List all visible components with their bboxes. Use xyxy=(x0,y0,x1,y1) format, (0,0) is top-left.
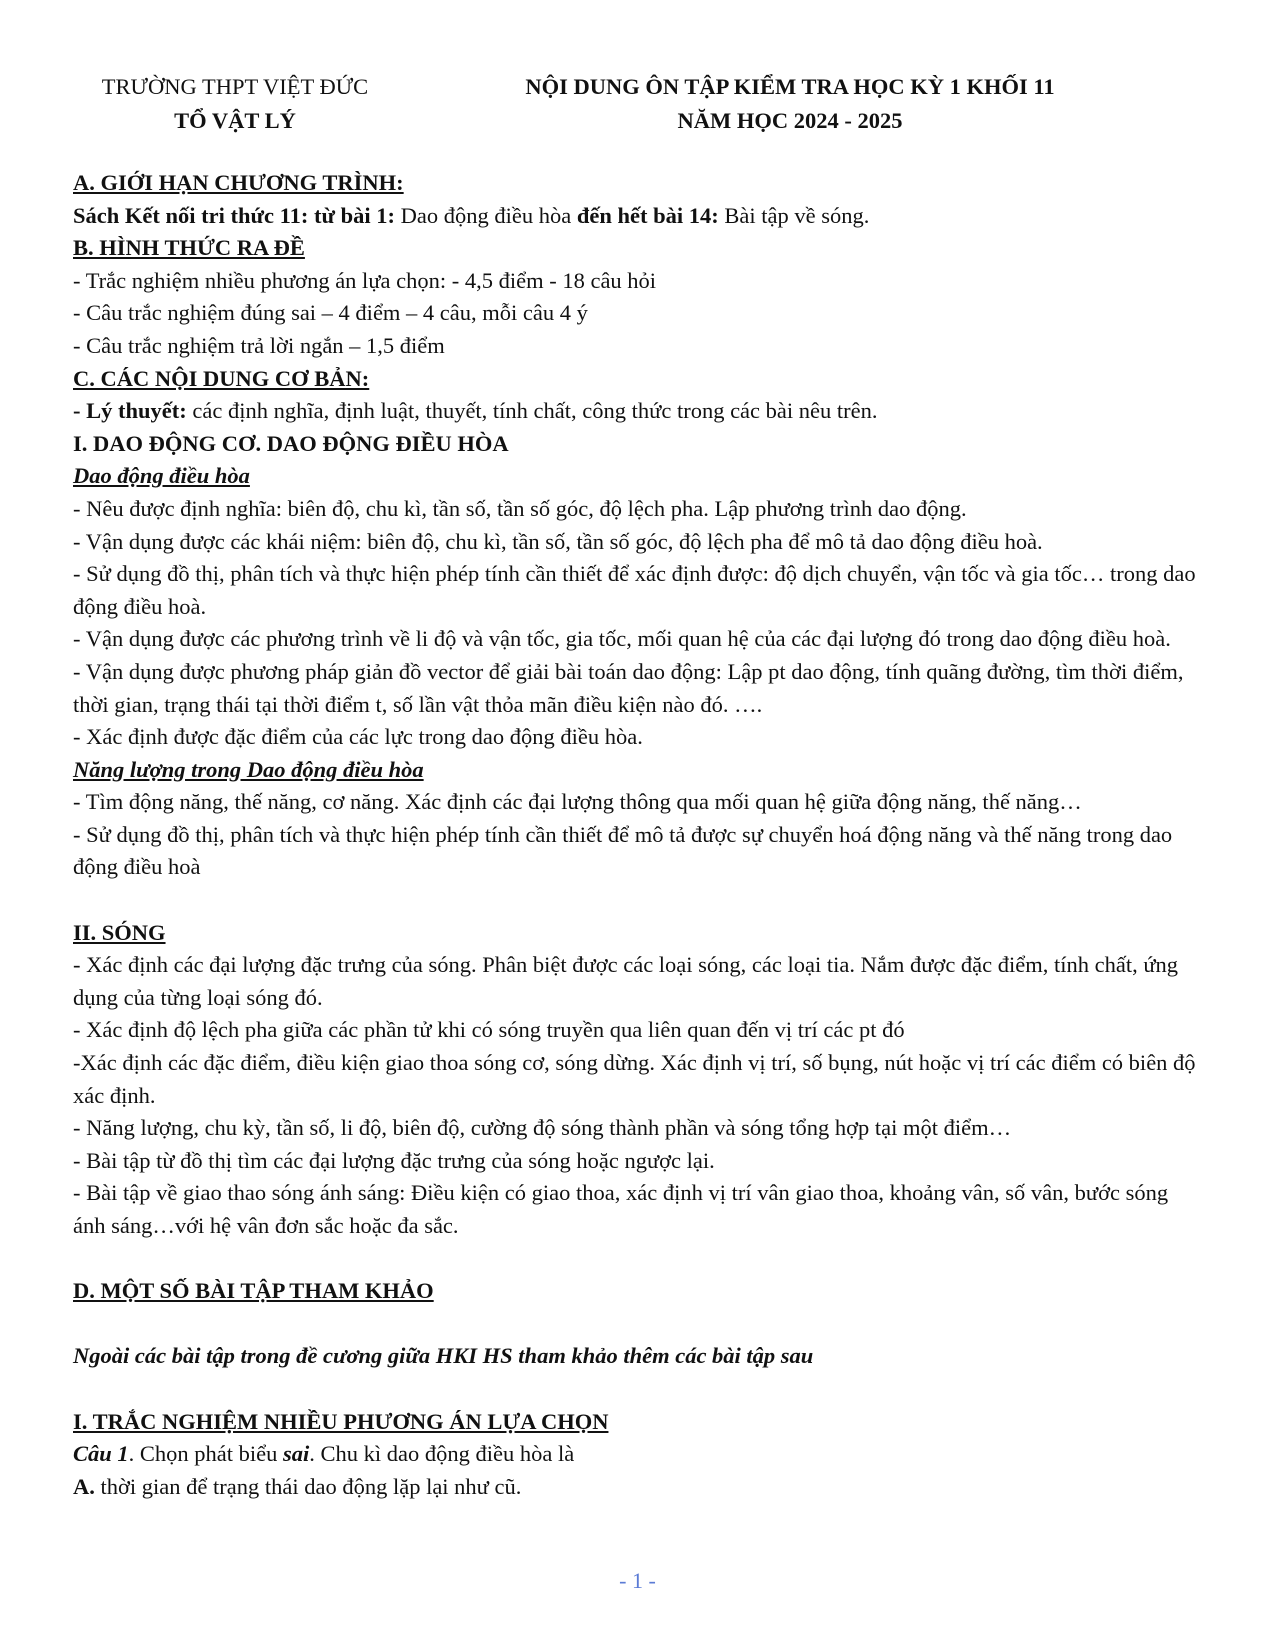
question-1-label: Câu 1 xyxy=(73,1441,129,1467)
spacer xyxy=(73,884,1203,917)
header-title-block xyxy=(470,70,1110,138)
scope-end-text: Bài tập về sóng. xyxy=(718,202,870,228)
section-a-heading: A. GIỚI HẠN CHƯƠNG TRÌNH: xyxy=(73,170,404,195)
school-name: TRƯỜNG THPT VIỆT ĐỨC xyxy=(101,74,369,99)
list-item: - Bài tập về giao thao sóng ánh sáng: Điều kiện có giao thoa, xác định vị trí vân giao thoa, khoảng vân, số vân, bước sóng ánh sáng…với hệ vân đơn sắc hoặc đa sắc. xyxy=(73,1180,1169,1238)
list-item: - Xác định các đại lượng đặc trưng của sóng. Phân biệt được các loại sóng, các loại tia. Nắm được đặc điểm, tính chất, ứng dụng của từng loại sóng đó. xyxy=(73,952,1179,1010)
document-title: NỘI DUNG ÔN TẬP KIỂM TRA HỌC KỲ 1 KHỐI 11 xyxy=(525,74,1055,99)
question-1-option-a xyxy=(73,1471,1203,1504)
list-item: - Câu trắc nghiệm trả lời ngắn – 1,5 điểm xyxy=(73,332,445,358)
department-name: TỔ VẬT LÝ xyxy=(174,108,296,133)
part-1-subheading-oscillation: Dao động điều hòa xyxy=(73,463,250,489)
part-1-heading: I. DAO ĐỘNG CƠ. DAO ĐỘNG ĐIỀU HÒA xyxy=(73,430,509,456)
section-d-heading: D. MỘT SỐ BÀI TẬP THAM KHẢO xyxy=(73,1278,434,1304)
page-number: - 1 - xyxy=(619,1568,656,1593)
list-item: - Xác định được đặc điểm của các lực trong dao động điều hòa. xyxy=(73,724,643,750)
question-1-text-b: . Chu kì dao động điều hòa là xyxy=(309,1441,575,1467)
list-item: - Xác định độ lệch pha giữa các phần tử khi có sóng truyền qua liên quan đến vị trí các pt đó xyxy=(73,1017,905,1043)
section-b-heading: B. HÌNH THỨC RA ĐỀ xyxy=(73,235,305,261)
part-1-subheading-energy: Năng lượng trong Dao động điều hòa xyxy=(73,756,424,782)
list-item: - Năng lượng, chu kỳ, tần số, li độ, biên độ, cường độ sóng thành phần và sóng tổng hợp tại một điểm… xyxy=(73,1115,1012,1141)
list-item: - Bài tập từ đồ thị tìm các đại lượng đặc trưng của sóng hoặc ngược lại. xyxy=(73,1147,715,1173)
list-item: - Sử dụng đồ thị, phân tích và thực hiện phép tính cần thiết để xác định được: độ dịch chuyển, vận tốc và gia tốc… trong dao động điều hoà. xyxy=(73,561,1196,619)
scope-start-text: Dao động điều hòa xyxy=(395,202,577,228)
section-d-note: Ngoài các bài tập trong đề cương giữa HKI HS tham khảo thêm các bài tập sau xyxy=(73,1343,814,1369)
school-year: NĂM HỌC 2024 - 2025 xyxy=(677,108,903,133)
list-item: - Trắc nghiệm nhiều phương án lựa chọn: - 4,5 điểm - 18 câu hỏi xyxy=(73,267,657,293)
question-1-text-a: . Chọn phát biểu xyxy=(128,1441,284,1467)
theory-text: các định nghĩa, định luật, thuyết, tính chất, công thức trong các bài nêu trên. xyxy=(186,398,878,424)
header-school-block xyxy=(70,70,400,138)
list-item: - Tìm động năng, thế năng, cơ năng. Xác định các đại lượng thông qua mối quan hệ giữa động năng, thế năng… xyxy=(73,789,1082,815)
spacer xyxy=(73,1373,1203,1406)
scope-start-label: Sách Kết nối tri thức 11: từ bài 1: xyxy=(73,202,395,228)
theory-label: - Lý thuyết: xyxy=(73,398,187,424)
list-item: -Xác định các đặc điểm, điều kiện giao thoa sóng cơ, sóng dừng. Xác định vị trí, số bụng, nút hoặc vị trí các điểm có biên độ xác định. xyxy=(73,1050,1196,1108)
section-c-heading: C. CÁC NỘI DUNG CƠ BẢN: xyxy=(73,365,370,391)
option-a-text: thời gian để trạng thái dao động lặp lại như cũ. xyxy=(94,1473,522,1499)
list-item: - Sử dụng đồ thị, phân tích và thực hiện phép tính cần thiết để mô tả được sự chuyển hoá động năng và thế năng trong dao động điều hoà xyxy=(73,821,1173,880)
theory-line xyxy=(73,395,1203,428)
option-a-label: A. xyxy=(73,1473,95,1499)
section-a-line xyxy=(73,200,1203,233)
list-item: - Vận dụng được các khái niệm: biên độ, chu kì, tần số, tần số góc, độ lệch pha để mô tả dao động điều hoà. xyxy=(73,528,1043,554)
document-content xyxy=(73,167,1203,1503)
multiple-choice-heading: I. TRẮC NGHIỆM NHIỀU PHƯƠNG ÁN LỰA CHỌN xyxy=(73,1408,609,1434)
question-1-emphasis: sai xyxy=(283,1441,310,1467)
part-2-heading: II. SÓNG xyxy=(73,919,166,945)
list-item: - Vận dụng được các phương trình về li độ và vận tốc, gia tốc, mối quan hệ của các đại lượng đó trong dao động điều hoà. xyxy=(73,626,1171,652)
list-item: - Nêu được định nghĩa: biên độ, chu kì, tần số, tần số góc, độ lệch pha. Lập phương trình dao động. xyxy=(73,495,967,521)
question-1 xyxy=(73,1438,1203,1471)
list-item: - Câu trắc nghiệm đúng sai – 4 điểm – 4 câu, mỗi câu 4 ý xyxy=(73,300,588,326)
spacer xyxy=(73,1243,1203,1276)
list-item: - Vận dụng được phương pháp giản đồ vector để giải bài toán dao động: Lập pt dao động, tính quãng đường, tìm thời điểm, thời gian, trạng thái tại thời điểm t, số lần vật thỏa mãn điều kiện nào đó. …. xyxy=(73,658,1184,717)
scope-end-label: đến hết bài 14: xyxy=(576,202,719,228)
spacer xyxy=(73,1308,1203,1341)
